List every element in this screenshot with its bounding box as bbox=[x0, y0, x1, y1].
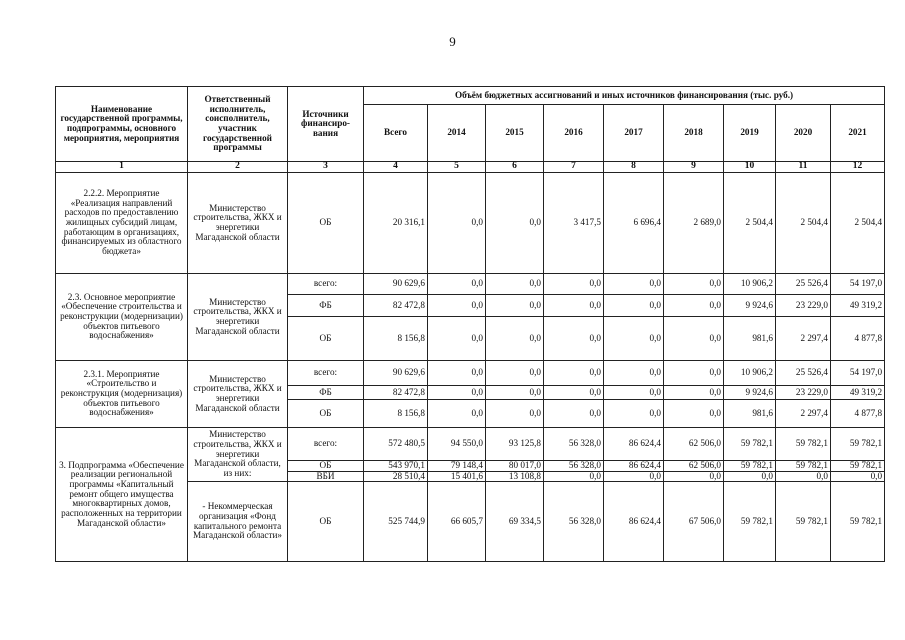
value-cell: 28 510,4 bbox=[364, 471, 428, 482]
budget-table bbox=[55, 86, 885, 562]
value-cell: 0,0 bbox=[664, 316, 724, 360]
value-cell: 86 624,4 bbox=[604, 482, 664, 562]
column-number: 8 bbox=[604, 162, 664, 173]
value-cell: 25 526,4 bbox=[776, 360, 831, 385]
header-year: 2015 bbox=[486, 105, 544, 162]
value-cell: 23 229,0 bbox=[776, 294, 831, 316]
header-total: Всего bbox=[364, 105, 428, 162]
header-year: 2017 bbox=[604, 105, 664, 162]
funding-source: ОБ bbox=[288, 460, 364, 471]
value-cell: 0,0 bbox=[604, 471, 664, 482]
header-year: 2018 bbox=[664, 105, 724, 162]
value-cell: 62 506,0 bbox=[664, 460, 724, 471]
value-cell: 8 156,8 bbox=[364, 316, 428, 360]
value-cell: 0,0 bbox=[831, 471, 885, 482]
value-cell: 90 629,6 bbox=[364, 273, 428, 294]
responsible-executor: Министерство строительства, ЖКХ и энергетики Магаданской области bbox=[188, 360, 288, 427]
value-cell: 0,0 bbox=[604, 360, 664, 385]
value-cell: 79 148,4 bbox=[428, 460, 486, 471]
value-cell: 0,0 bbox=[664, 360, 724, 385]
header-year: 2019 bbox=[724, 105, 776, 162]
value-cell: 2 689,0 bbox=[664, 172, 724, 273]
value-cell: 0,0 bbox=[486, 385, 544, 399]
column-number: 12 bbox=[831, 162, 885, 173]
funding-source: ВБИ bbox=[288, 471, 364, 482]
funding-source: ОБ bbox=[288, 172, 364, 273]
column-number-row bbox=[56, 162, 885, 173]
value-cell: 3 417,5 bbox=[544, 172, 604, 273]
value-cell: 23 229,0 bbox=[776, 385, 831, 399]
value-cell: 25 526,4 bbox=[776, 273, 831, 294]
value-cell: 4 877,8 bbox=[831, 399, 885, 427]
value-cell: 0,0 bbox=[604, 316, 664, 360]
column-number: 11 bbox=[776, 162, 831, 173]
value-cell: 59 782,1 bbox=[776, 460, 831, 471]
value-cell: 572 480,5 bbox=[364, 427, 428, 460]
value-cell: 0,0 bbox=[664, 471, 724, 482]
value-cell: 15 401,6 bbox=[428, 471, 486, 482]
value-cell: 0,0 bbox=[604, 385, 664, 399]
value-cell: 54 197,0 bbox=[831, 360, 885, 385]
value-cell: 93 125,8 bbox=[486, 427, 544, 460]
value-cell: 0,0 bbox=[604, 294, 664, 316]
value-cell: 67 506,0 bbox=[664, 482, 724, 562]
funding-source: ФБ bbox=[288, 294, 364, 316]
value-cell: 59 782,1 bbox=[724, 482, 776, 562]
value-cell: 94 550,0 bbox=[428, 427, 486, 460]
responsible-executor: Министерство строительства, ЖКХ и энергетики Магаданской области bbox=[188, 172, 288, 273]
value-cell: 0,0 bbox=[544, 385, 604, 399]
column-number: 5 bbox=[428, 162, 486, 173]
column-number: 7 bbox=[544, 162, 604, 173]
header-name: Наименование государственной программы, подпрограммы, основного мероприятия, мероприятия bbox=[56, 87, 188, 162]
value-cell: 0,0 bbox=[486, 399, 544, 427]
funding-source: ФБ bbox=[288, 385, 364, 399]
value-cell: 0,0 bbox=[486, 316, 544, 360]
value-cell: 2 504,4 bbox=[831, 172, 885, 273]
value-cell: 86 624,4 bbox=[604, 460, 664, 471]
value-cell: 0,0 bbox=[544, 399, 604, 427]
activity-name: 2.3. Основное мероприятие «Обеспечение строительства и реконструкции (модернизации) объектов питьевого водоснабжения» bbox=[56, 273, 188, 360]
value-cell: 20 316,1 bbox=[364, 172, 428, 273]
value-cell: 0,0 bbox=[776, 471, 831, 482]
activity-name: 2.3.1. Мероприятие «Строительство и реконструкция (модернизация) объектов питьевого водоснабжения» bbox=[56, 360, 188, 427]
value-cell: 49 319,2 bbox=[831, 385, 885, 399]
funding-source: ОБ bbox=[288, 316, 364, 360]
value-cell: 0,0 bbox=[428, 273, 486, 294]
value-cell: 9 924,6 bbox=[724, 385, 776, 399]
responsible-executor: Министерство строительства, ЖКХ и энергетики Магаданской области, из них: bbox=[188, 427, 288, 481]
funding-source: ОБ bbox=[288, 482, 364, 562]
value-cell: 6 696,4 bbox=[604, 172, 664, 273]
value-cell: 0,0 bbox=[428, 294, 486, 316]
value-cell: 2 504,4 bbox=[724, 172, 776, 273]
value-cell: 0,0 bbox=[664, 385, 724, 399]
value-cell: 0,0 bbox=[486, 294, 544, 316]
column-number: 3 bbox=[288, 162, 364, 173]
value-cell: 0,0 bbox=[724, 471, 776, 482]
responsible-executor: Министерство строительства, ЖКХ и энергетики Магаданской области bbox=[188, 273, 288, 360]
value-cell: 0,0 bbox=[664, 273, 724, 294]
value-cell: 0,0 bbox=[428, 316, 486, 360]
value-cell: 981,6 bbox=[724, 316, 776, 360]
value-cell: 525 744,9 bbox=[364, 482, 428, 562]
funding-source: ОБ bbox=[288, 399, 364, 427]
value-cell: 0,0 bbox=[544, 360, 604, 385]
value-cell: 66 605,7 bbox=[428, 482, 486, 562]
value-cell: 981,6 bbox=[724, 399, 776, 427]
table-row bbox=[56, 273, 885, 294]
value-cell: 56 328,0 bbox=[544, 482, 604, 562]
value-cell: 0,0 bbox=[428, 360, 486, 385]
value-cell: 543 970,1 bbox=[364, 460, 428, 471]
value-cell: 0,0 bbox=[544, 294, 604, 316]
value-cell: 69 334,5 bbox=[486, 482, 544, 562]
funding-source: всего: bbox=[288, 427, 364, 460]
value-cell: 0,0 bbox=[544, 273, 604, 294]
value-cell: 2 504,4 bbox=[776, 172, 831, 273]
column-number: 1 bbox=[56, 162, 188, 173]
header-year: 2021 bbox=[831, 105, 885, 162]
header-responsible: Ответственный исполнитель, соисполнитель, участник государственной программы bbox=[188, 87, 288, 162]
value-cell: 0,0 bbox=[604, 273, 664, 294]
activity-name: 3. Подпрограмма «Обеспечение реализации региональной программы «Капитальный ремонт общего имущества многоквартирных домов, расположенных на территории Магаданской области» bbox=[56, 427, 188, 561]
value-cell: 80 017,0 bbox=[486, 460, 544, 471]
column-number: 9 bbox=[664, 162, 724, 173]
value-cell: 2 297,4 bbox=[776, 316, 831, 360]
header-sources: Источники финансиро-вания bbox=[288, 87, 364, 162]
value-cell: 62 506,0 bbox=[664, 427, 724, 460]
header-year: 2016 bbox=[544, 105, 604, 162]
header-budget-title: Объём бюджетных ассигнований и иных источников финансирования (тыс. руб.) bbox=[364, 87, 885, 105]
table-row bbox=[56, 360, 885, 385]
value-cell: 59 782,1 bbox=[831, 427, 885, 460]
value-cell: 13 108,8 bbox=[486, 471, 544, 482]
value-cell: 59 782,1 bbox=[776, 482, 831, 562]
value-cell: 90 629,6 bbox=[364, 360, 428, 385]
value-cell: 10 906,2 bbox=[724, 360, 776, 385]
value-cell: 59 782,1 bbox=[724, 460, 776, 471]
value-cell: 0,0 bbox=[428, 172, 486, 273]
value-cell: 59 782,1 bbox=[776, 427, 831, 460]
value-cell: 9 924,6 bbox=[724, 294, 776, 316]
value-cell: 0,0 bbox=[604, 399, 664, 427]
column-number: 2 bbox=[188, 162, 288, 173]
value-cell: 54 197,0 bbox=[831, 273, 885, 294]
value-cell: 0,0 bbox=[486, 360, 544, 385]
value-cell: 59 782,1 bbox=[724, 427, 776, 460]
value-cell: 59 782,1 bbox=[831, 460, 885, 471]
value-cell: 56 328,0 bbox=[544, 460, 604, 471]
column-number: 6 bbox=[486, 162, 544, 173]
value-cell: 0,0 bbox=[544, 471, 604, 482]
value-cell: 0,0 bbox=[544, 316, 604, 360]
table-row bbox=[56, 427, 885, 460]
column-number: 10 bbox=[724, 162, 776, 173]
value-cell: 8 156,8 bbox=[364, 399, 428, 427]
column-number: 4 bbox=[364, 162, 428, 173]
value-cell: 86 624,4 bbox=[604, 427, 664, 460]
value-cell: 0,0 bbox=[664, 399, 724, 427]
value-cell: 2 297,4 bbox=[776, 399, 831, 427]
funding-source: всего: bbox=[288, 273, 364, 294]
value-cell: 82 472,8 bbox=[364, 385, 428, 399]
value-cell: 59 782,1 bbox=[831, 482, 885, 562]
value-cell: 0,0 bbox=[664, 294, 724, 316]
value-cell: 82 472,8 bbox=[364, 294, 428, 316]
page-number: 9 bbox=[449, 34, 456, 49]
value-cell: 0,0 bbox=[428, 399, 486, 427]
funding-source: всего: bbox=[288, 360, 364, 385]
header-year: 2014 bbox=[428, 105, 486, 162]
value-cell: 0,0 bbox=[428, 385, 486, 399]
table-row bbox=[56, 172, 885, 273]
activity-name: 2.2.2. Мероприятие «Реализация направлений расходов по предоставлению жилищных субсидий лицам, работающим в организациях, финансируемых из областного бюджета» bbox=[56, 172, 188, 273]
value-cell: 4 877,8 bbox=[831, 316, 885, 360]
value-cell: 56 328,0 bbox=[544, 427, 604, 460]
value-cell: 10 906,2 bbox=[724, 273, 776, 294]
value-cell: 0,0 bbox=[486, 172, 544, 273]
header-year: 2020 bbox=[776, 105, 831, 162]
responsible-executor: - Некоммерческая организация «Фонд капитального ремонта Магаданской области» bbox=[188, 482, 288, 562]
value-cell: 49 319,2 bbox=[831, 294, 885, 316]
value-cell: 0,0 bbox=[486, 273, 544, 294]
